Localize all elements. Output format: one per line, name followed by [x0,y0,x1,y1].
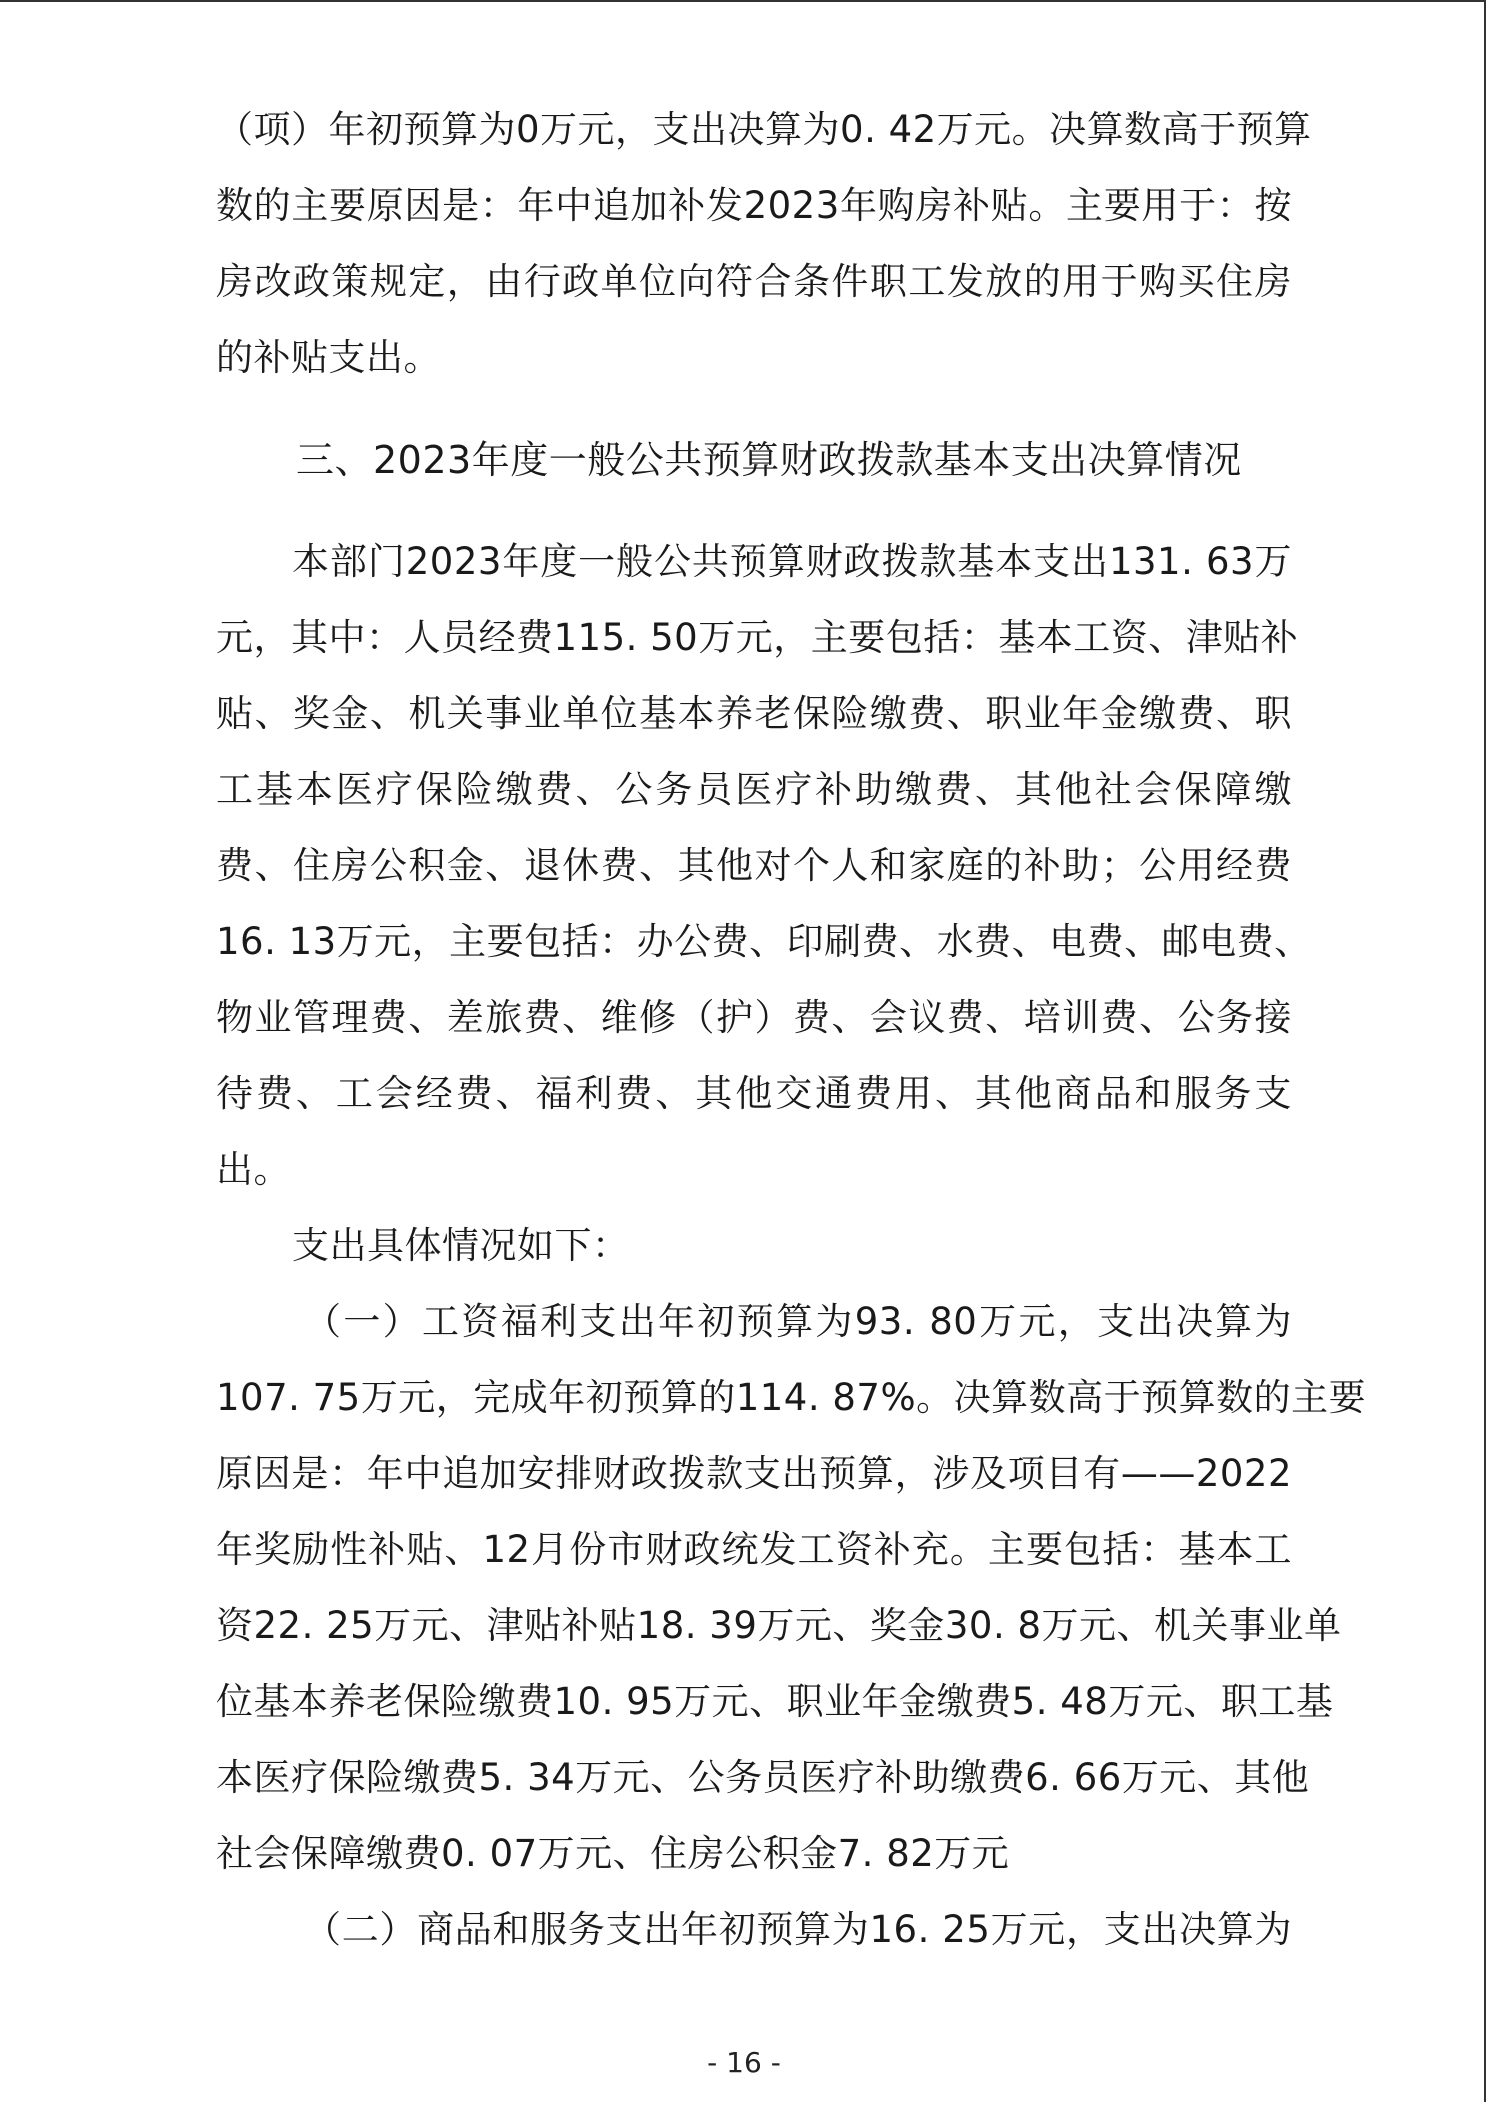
text-line: 本部门2023年度一般公共预算财政拨款基本支出131. 63万 [292,540,1292,583]
text-line: 年奖励性补贴、12月份市财政统发工资补充。主要包括：基本工 [216,1528,1292,1571]
text-line: 位基本养老保险缴费10. 95万元、职业年金缴费5. 48万元、职工基 [216,1680,1334,1723]
paragraph-goods-services [216,1892,1292,1968]
text-line: 原因是：年中追加安排财政拨款支出预算，涉及项目有——2022 [216,1452,1292,1495]
text-line: 费、住房公积金、退休费、其他对个人和家庭的补助；公用经费 [216,844,1292,887]
paragraph-basic-expenditure [216,524,1312,1208]
text-line: 16. 13万元，主要包括：办公费、印刷费、水费、电费、邮电费、 [216,920,1312,963]
text-line: 数的主要原因是：年中追加补发2023年购房补贴。主要用于：按 [216,184,1292,227]
text-line: 社会保障缴费0. 07万元、住房公积金7. 82万元 [216,1832,1010,1875]
text-line: （项）年初预算为0万元，支出决算为0. 42万元。决算数高于预算 [216,108,1312,151]
paragraph-budget-note [216,92,1312,396]
text-line: （一）工资福利支出年初预算为93. 80万元，支出决算为 [304,1300,1292,1343]
text-line: 待费、工会经费、福利费、其他交通费用、其他商品和服务支 [216,1072,1292,1115]
text-line: 的补贴支出。 [216,336,441,379]
text-line: 资22. 25万元、津贴补贴18. 39万元、奖金30. 8万元、机关事业单 [216,1604,1342,1647]
text-line: 元，其中：人员经费115. 50万元，主要包括：基本工资、津贴补 [216,616,1299,659]
text-line: 贴、奖金、机关事业单位基本养老保险缴费、职业年金缴费、职 [216,692,1292,735]
text-line: 107. 75万元，完成年初预算的114. 87%。决算数高于预算数的主要 [216,1376,1367,1419]
text-line: 工基本医疗保险缴费、公务员医疗补助缴费、其他社会保障缴 [216,768,1292,811]
document-body [216,92,1367,1968]
paragraph-details-intro [216,1208,1292,1284]
text-line: 本医疗保险缴费5. 34万元、公务员医疗补助缴费6. 66万元、其他 [216,1756,1310,1799]
text-line: 房改政策规定，由行政单位向符合条件职工发放的用于购买住房 [216,260,1292,303]
page-number: - 16 - [707,2046,781,2079]
text-line: （二）商品和服务支出年初预算为16. 25万元，支出决算为 [304,1908,1292,1951]
text-line: 物业管理费、差旅费、维修（护）费、会议费、培训费、公务接 [216,996,1292,1039]
text-line: 出。 [216,1148,291,1191]
section-heading: 三、2023年度一般公共预算财政拨款基本支出决算情况 [296,438,1242,482]
text-line: 支出具体情况如下： [292,1224,630,1267]
paragraph-salary-welfare [216,1284,1367,1892]
